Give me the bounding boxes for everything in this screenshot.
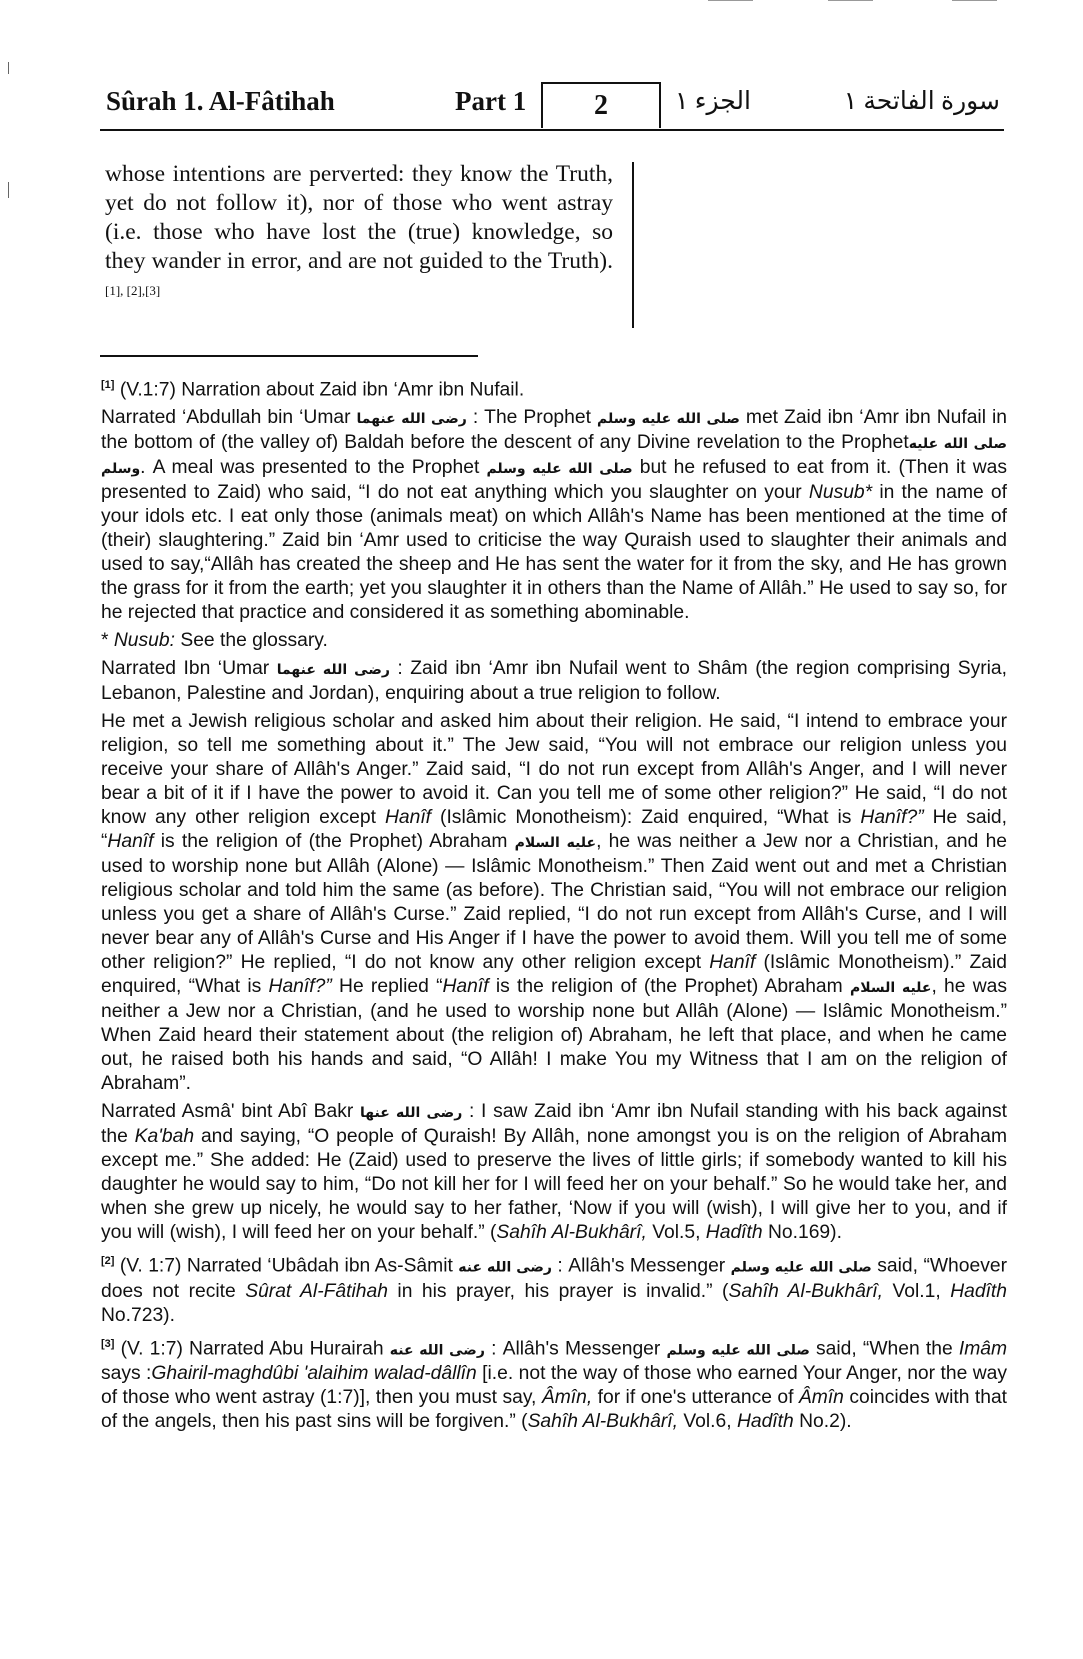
fn1-narration-4: Narrated Asmâ' bint Abî Bakr رضى الله عنها : I saw Zaid ibn ‘Amr ibn Nufail standing with his back against the Ka'bah and saying, “O people of Quraish! By Allâh, none amongst you is on the religion of Abraham except me.” She added: He (Zaid) used to preserve the lives of little girls; if somebody wanted to kill his daughter he would say to him, “Do not kill her for I will feed her on your behalf.” So he would take her, and when she grew up nicely, he would say to her father, ‘Now if you will (wish), I will give her to you, and if you will (wish), I will feed her on your behalf.” (Sahîh Al-Bukhârî, Vol.5, Hadîth No.169).: [101, 1101, 1008, 1244]
arabic-honorific: رضى الله عنه: [458, 1259, 552, 1276]
scan-edge-mark: [8, 182, 9, 198]
fn1-heading: [1] (V.1:7) Narration about Zaid ibn ‘Amr ibn Nufail.: [101, 379, 525, 401]
scan-edge-mark: [8, 62, 9, 74]
fn1-narration-3: He met a Jewish religious scholar and asked him about their religion. He said, “I intend to embrace your religion, so tell me something about it.” The Jew said, “You will not embrace our religion unless you receive your share of Allâh's Anger.” Zaid said, “I do not run except from Allâh's Anger, and I will never bear a bit of it if I have the power to avoid it. Can you tell me of some other religion?” He said, “I do not know any other religion except Hanîf (Islâmic Monotheism): Zaid enquired, “What is Hanîf?” He said, “Hanîf is the religion of (the Prophet) Abraham عليه السلام, he was neither a Jew nor a Christian, and he used to worship none but Allâh (Alone) — Islâmic Monotheism.” Then Zaid went out and met a Christian religious scholar and told him the same (as before). The Christian said, “You will not embrace our religion unless you get a share of Allâh's Curse.” Zaid replied, “I do not run except from Allâh's Curse, and I will never bear any of Allâh's Curse and His Anger if I have the power to avoid them. Will you tell me of some other religion?” He replied, “I do not know any other religion except Hanîf (Islâmic Monotheism).” Zaid enquired, “What is Hanîf?” He replied “Hanîf is the religion of (the Prophet) Abraham عليه السلام, he was neither a Jew nor a Christian, (and he used to worship none but Allâh (Alone) — Islâmic Monotheism.” When Zaid heard their statement about (the religion of) Abraham, he left that place, and when he came out, he raised both his hands and said, “O Allâh! I make You my Witness that I am on the religion of Abraham”.: [101, 711, 1008, 1095]
fn3: [3] (V. 1:7) Narrated Abu Hurairah رضى الله عنه : Allâh's Messenger صلى الله عليه وسلم said, “When the Imâm says :Ghairil-maghdûbi 'alaihim walad-dâllîn [i.e. not the way of those who earned Your Anger, nor the way of those who went astray (1:7)], then you must say, Âmîn, for if one's utterance of Âmîn coincides with that of the angels, then his past sins will be forgiven.” (Sahîh Al-Bukhârî, Vol.6, Hadîth No.2).: [101, 1337, 1008, 1433]
arabic-salutation: صلى الله عليه وسلم: [486, 461, 633, 478]
scan-mark: [952, 0, 997, 1]
fn1-glossary-note: * Nusub: See the glossary.: [101, 630, 328, 652]
fn1-marker: [1]: [101, 379, 115, 391]
verse-text: whose intentions are perverted: they know the Truth, yet do not follow it), nor of those who went astray (i.e. those who have lost the (true) knowledge, so they wander in error, and are not guided to the Truth).: [105, 161, 613, 274]
arabic-salutation: صلى الله عليه وسلم: [666, 1342, 810, 1359]
fn1-narration-1: Narrated ‘Abdullah bin ‘Umar رضى الله عنهما : The Prophet صلى الله عليه وسلم met Zaid ibn ‘Amr ibn Nufail in the bottom of (the valley of) Baldah before the descent of any Divine revelation to the Prophetصلى الله عليه وسلم. A meal was presented to the Prophet صلى الله عليه وسلم but he refused to eat from it. (Then it was presented to Zaid) who said, “I do not eat anything which you slaughter on your Nusub* in the name of your idols etc. I eat only those (animals meat) on which Allâh's Name has been mentioned at the time of (their) slaughtering.” Zaid bin ‘Amr used to criticise the way Quraish used to slaughter their animals and used to say,“Allâh has created the sheep and He has sent the water for it from the sky, and He has grown the grass for it from the earth; yet you slaughter it in others than the Name of Allâh.” He used to say so, for he rejected that practice and considered it as something abominable.: [101, 407, 1008, 624]
header-rule: [100, 129, 1004, 131]
arabic-honorific: رضى الله عنهما: [276, 662, 390, 679]
arabic-salutation: صلى الله عليه وسلم: [730, 1259, 872, 1276]
scan-mark: [708, 0, 753, 1]
arabic-honorific: رضى الله عنهما: [356, 411, 467, 428]
arabic-salutation: صلى الله عليه وسلم: [101, 436, 1008, 478]
fn3-marker: [3]: [101, 1337, 115, 1350]
fn2: [2] (V. 1:7) Narrated ‘Ubâdah ibn As-Sâmit رضى الله عنه : Allâh's Messenger صلى الله عليه وسلم said, “Whoever does not recite Sûrat Al-Fâtihah in his prayer, his prayer is invalid.” (Sahîh Al-Bukhârî, Vol.1, Hadîth No.723).: [101, 1255, 1008, 1326]
arabic-honorific: رضى الله عنه: [389, 1342, 485, 1359]
scan-mark: [828, 0, 873, 1]
column-divider: [632, 162, 634, 328]
surah-arabic: سورة الفاتحة ١: [843, 88, 1000, 115]
arabic-honorific: عليه السلام: [514, 835, 597, 852]
footnote-rule: [100, 355, 478, 357]
verse-translation: [105, 160, 613, 312]
part-label: Part 1: [455, 86, 527, 116]
fn1-narration-2: Narrated Ibn ‘Umar رضى الله عنهما : Zaid ibn ‘Amr ibn Nufail went to Shâm (the region comprising Syria, Lebanon, Palestine and Jordan), enquiring about a true religion to follow.: [101, 658, 1008, 705]
arabic-honorific: عليه السلام: [849, 980, 932, 997]
page-header: [100, 82, 1000, 124]
page-number: 2: [541, 82, 661, 128]
fn2-marker: [2]: [101, 1255, 115, 1268]
surah-title: Sûrah 1. Al-Fâtihah: [106, 86, 335, 116]
juz-arabic: الجزء ١: [675, 88, 751, 115]
footnote-refs: [1], [2],[3]: [105, 283, 161, 298]
arabic-honorific: رضى الله عنها: [360, 1105, 463, 1122]
footnotes: [101, 373, 1007, 1438]
arabic-salutation: صلى الله عليه وسلم: [596, 411, 740, 428]
